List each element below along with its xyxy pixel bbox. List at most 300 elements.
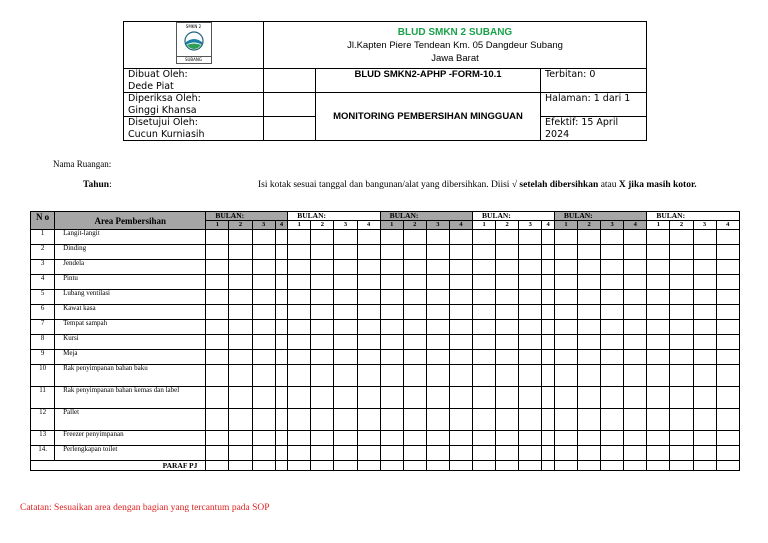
check-cell[interactable] [601, 446, 624, 461]
check-cell[interactable] [519, 335, 542, 350]
check-cell[interactable] [542, 230, 555, 245]
check-cell[interactable] [357, 320, 380, 335]
check-cell[interactable] [647, 275, 670, 290]
check-cell[interactable] [252, 245, 275, 260]
check-cell[interactable] [578, 275, 601, 290]
check-cell[interactable] [403, 409, 426, 431]
check-cell[interactable] [716, 260, 739, 275]
paraf-cell[interactable] [403, 461, 426, 471]
check-cell[interactable] [542, 275, 555, 290]
check-cell[interactable] [601, 320, 624, 335]
check-cell[interactable] [380, 350, 403, 365]
check-cell[interactable] [693, 350, 716, 365]
paraf-cell[interactable] [449, 461, 472, 471]
check-cell[interactable] [670, 230, 693, 245]
check-cell[interactable] [578, 260, 601, 275]
check-cell[interactable] [206, 409, 229, 431]
check-cell[interactable] [716, 290, 739, 305]
check-cell[interactable] [449, 335, 472, 350]
check-cell[interactable] [601, 350, 624, 365]
check-cell[interactable] [426, 290, 449, 305]
check-cell[interactable] [473, 365, 496, 387]
check-cell[interactable] [554, 260, 577, 275]
check-cell[interactable] [229, 409, 252, 431]
check-cell[interactable] [252, 350, 275, 365]
check-cell[interactable] [380, 230, 403, 245]
check-cell[interactable] [647, 335, 670, 350]
check-cell[interactable] [519, 320, 542, 335]
check-cell[interactable] [275, 290, 288, 305]
check-cell[interactable] [403, 446, 426, 461]
check-cell[interactable] [624, 365, 647, 387]
paraf-cell[interactable] [496, 461, 519, 471]
check-cell[interactable] [426, 446, 449, 461]
check-cell[interactable] [229, 431, 252, 446]
check-cell[interactable] [229, 350, 252, 365]
check-cell[interactable] [275, 305, 288, 320]
check-cell[interactable] [716, 350, 739, 365]
check-cell[interactable] [334, 275, 357, 290]
check-cell[interactable] [601, 290, 624, 305]
paraf-cell[interactable] [334, 461, 357, 471]
check-cell[interactable] [519, 446, 542, 461]
check-cell[interactable] [554, 320, 577, 335]
check-cell[interactable] [229, 230, 252, 245]
check-cell[interactable] [578, 365, 601, 387]
check-cell[interactable] [275, 320, 288, 335]
check-cell[interactable] [473, 305, 496, 320]
paraf-cell[interactable] [542, 461, 555, 471]
check-cell[interactable] [275, 387, 288, 409]
check-cell[interactable] [578, 290, 601, 305]
check-cell[interactable] [252, 230, 275, 245]
check-cell[interactable] [288, 230, 311, 245]
check-cell[interactable] [542, 335, 555, 350]
check-cell[interactable] [252, 305, 275, 320]
paraf-cell[interactable] [275, 461, 288, 471]
check-cell[interactable] [601, 387, 624, 409]
check-cell[interactable] [403, 350, 426, 365]
check-cell[interactable] [693, 230, 716, 245]
check-cell[interactable] [624, 275, 647, 290]
check-cell[interactable] [647, 320, 670, 335]
check-cell[interactable] [554, 275, 577, 290]
check-cell[interactable] [206, 320, 229, 335]
check-cell[interactable] [578, 350, 601, 365]
check-cell[interactable] [542, 446, 555, 461]
check-cell[interactable] [449, 446, 472, 461]
check-cell[interactable] [542, 350, 555, 365]
check-cell[interactable] [554, 335, 577, 350]
check-cell[interactable] [449, 260, 472, 275]
check-cell[interactable] [624, 230, 647, 245]
check-cell[interactable] [334, 365, 357, 387]
check-cell[interactable] [206, 335, 229, 350]
check-cell[interactable] [311, 320, 334, 335]
check-cell[interactable] [380, 245, 403, 260]
check-cell[interactable] [403, 260, 426, 275]
check-cell[interactable] [206, 387, 229, 409]
check-cell[interactable] [206, 290, 229, 305]
check-cell[interactable] [311, 275, 334, 290]
check-cell[interactable] [647, 260, 670, 275]
check-cell[interactable] [542, 260, 555, 275]
check-cell[interactable] [380, 320, 403, 335]
check-cell[interactable] [357, 409, 380, 431]
check-cell[interactable] [288, 446, 311, 461]
check-cell[interactable] [670, 320, 693, 335]
paraf-cell[interactable] [311, 461, 334, 471]
check-cell[interactable] [647, 446, 670, 461]
check-cell[interactable] [275, 335, 288, 350]
check-cell[interactable] [693, 245, 716, 260]
check-cell[interactable] [403, 320, 426, 335]
check-cell[interactable] [275, 431, 288, 446]
check-cell[interactable] [519, 305, 542, 320]
check-cell[interactable] [288, 305, 311, 320]
check-cell[interactable] [403, 305, 426, 320]
check-cell[interactable] [496, 365, 519, 387]
check-cell[interactable] [449, 275, 472, 290]
check-cell[interactable] [542, 290, 555, 305]
check-cell[interactable] [624, 320, 647, 335]
check-cell[interactable] [496, 290, 519, 305]
check-cell[interactable] [275, 260, 288, 275]
check-cell[interactable] [670, 350, 693, 365]
check-cell[interactable] [334, 431, 357, 446]
check-cell[interactable] [624, 305, 647, 320]
check-cell[interactable] [578, 387, 601, 409]
check-cell[interactable] [670, 431, 693, 446]
check-cell[interactable] [554, 431, 577, 446]
check-cell[interactable] [554, 446, 577, 461]
check-cell[interactable] [670, 409, 693, 431]
check-cell[interactable] [380, 305, 403, 320]
check-cell[interactable] [554, 245, 577, 260]
check-cell[interactable] [311, 431, 334, 446]
check-cell[interactable] [426, 409, 449, 431]
check-cell[interactable] [716, 275, 739, 290]
paraf-cell[interactable] [601, 461, 624, 471]
check-cell[interactable] [449, 245, 472, 260]
check-cell[interactable] [670, 335, 693, 350]
check-cell[interactable] [496, 305, 519, 320]
check-cell[interactable] [288, 320, 311, 335]
check-cell[interactable] [647, 230, 670, 245]
check-cell[interactable] [275, 409, 288, 431]
check-cell[interactable] [473, 275, 496, 290]
check-cell[interactable] [206, 365, 229, 387]
check-cell[interactable] [624, 409, 647, 431]
check-cell[interactable] [542, 409, 555, 431]
check-cell[interactable] [229, 320, 252, 335]
check-cell[interactable] [311, 260, 334, 275]
check-cell[interactable] [288, 245, 311, 260]
check-cell[interactable] [334, 260, 357, 275]
check-cell[interactable] [229, 335, 252, 350]
check-cell[interactable] [519, 245, 542, 260]
check-cell[interactable] [403, 230, 426, 245]
check-cell[interactable] [496, 245, 519, 260]
check-cell[interactable] [601, 230, 624, 245]
check-cell[interactable] [426, 320, 449, 335]
check-cell[interactable] [380, 409, 403, 431]
check-cell[interactable] [554, 305, 577, 320]
check-cell[interactable] [311, 387, 334, 409]
check-cell[interactable] [496, 409, 519, 431]
check-cell[interactable] [357, 290, 380, 305]
check-cell[interactable] [380, 446, 403, 461]
check-cell[interactable] [426, 365, 449, 387]
paraf-cell[interactable] [716, 461, 739, 471]
check-cell[interactable] [275, 365, 288, 387]
check-cell[interactable] [288, 431, 311, 446]
check-cell[interactable] [496, 387, 519, 409]
check-cell[interactable] [252, 260, 275, 275]
check-cell[interactable] [252, 365, 275, 387]
check-cell[interactable] [252, 320, 275, 335]
check-cell[interactable] [542, 365, 555, 387]
check-cell[interactable] [670, 446, 693, 461]
check-cell[interactable] [334, 320, 357, 335]
check-cell[interactable] [693, 446, 716, 461]
check-cell[interactable] [357, 245, 380, 260]
check-cell[interactable] [578, 305, 601, 320]
check-cell[interactable] [473, 350, 496, 365]
check-cell[interactable] [288, 260, 311, 275]
paraf-cell[interactable] [693, 461, 716, 471]
check-cell[interactable] [601, 365, 624, 387]
check-cell[interactable] [288, 387, 311, 409]
check-cell[interactable] [449, 320, 472, 335]
check-cell[interactable] [357, 230, 380, 245]
check-cell[interactable] [229, 290, 252, 305]
check-cell[interactable] [206, 230, 229, 245]
check-cell[interactable] [670, 305, 693, 320]
check-cell[interactable] [357, 335, 380, 350]
check-cell[interactable] [426, 335, 449, 350]
check-cell[interactable] [426, 260, 449, 275]
check-cell[interactable] [426, 275, 449, 290]
check-cell[interactable] [693, 409, 716, 431]
check-cell[interactable] [229, 305, 252, 320]
check-cell[interactable] [229, 365, 252, 387]
check-cell[interactable] [334, 335, 357, 350]
check-cell[interactable] [334, 245, 357, 260]
check-cell[interactable] [357, 305, 380, 320]
check-cell[interactable] [578, 230, 601, 245]
check-cell[interactable] [496, 260, 519, 275]
paraf-cell[interactable] [624, 461, 647, 471]
check-cell[interactable] [624, 290, 647, 305]
check-cell[interactable] [334, 290, 357, 305]
check-cell[interactable] [380, 335, 403, 350]
check-cell[interactable] [380, 365, 403, 387]
check-cell[interactable] [403, 335, 426, 350]
check-cell[interactable] [449, 350, 472, 365]
check-cell[interactable] [229, 245, 252, 260]
check-cell[interactable] [601, 409, 624, 431]
check-cell[interactable] [647, 305, 670, 320]
check-cell[interactable] [275, 245, 288, 260]
check-cell[interactable] [554, 350, 577, 365]
check-cell[interactable] [670, 290, 693, 305]
check-cell[interactable] [357, 260, 380, 275]
check-cell[interactable] [578, 431, 601, 446]
check-cell[interactable] [311, 446, 334, 461]
check-cell[interactable] [357, 431, 380, 446]
check-cell[interactable] [426, 305, 449, 320]
check-cell[interactable] [716, 365, 739, 387]
check-cell[interactable] [519, 350, 542, 365]
check-cell[interactable] [357, 387, 380, 409]
check-cell[interactable] [449, 387, 472, 409]
check-cell[interactable] [275, 350, 288, 365]
check-cell[interactable] [275, 230, 288, 245]
check-cell[interactable] [473, 446, 496, 461]
check-cell[interactable] [624, 335, 647, 350]
check-cell[interactable] [311, 409, 334, 431]
check-cell[interactable] [473, 320, 496, 335]
check-cell[interactable] [716, 446, 739, 461]
check-cell[interactable] [716, 230, 739, 245]
check-cell[interactable] [542, 431, 555, 446]
check-cell[interactable] [554, 230, 577, 245]
check-cell[interactable] [357, 365, 380, 387]
check-cell[interactable] [275, 446, 288, 461]
check-cell[interactable] [311, 290, 334, 305]
check-cell[interactable] [647, 290, 670, 305]
check-cell[interactable] [578, 446, 601, 461]
paraf-cell[interactable] [206, 461, 229, 471]
check-cell[interactable] [578, 335, 601, 350]
check-cell[interactable] [601, 245, 624, 260]
check-cell[interactable] [693, 275, 716, 290]
check-cell[interactable] [554, 290, 577, 305]
check-cell[interactable] [519, 387, 542, 409]
check-cell[interactable] [206, 275, 229, 290]
check-cell[interactable] [601, 260, 624, 275]
check-cell[interactable] [716, 335, 739, 350]
check-cell[interactable] [311, 305, 334, 320]
check-cell[interactable] [311, 335, 334, 350]
check-cell[interactable] [426, 245, 449, 260]
check-cell[interactable] [693, 305, 716, 320]
paraf-cell[interactable] [426, 461, 449, 471]
check-cell[interactable] [624, 245, 647, 260]
check-cell[interactable] [473, 290, 496, 305]
check-cell[interactable] [357, 350, 380, 365]
paraf-cell[interactable] [519, 461, 542, 471]
check-cell[interactable] [473, 431, 496, 446]
check-cell[interactable] [380, 387, 403, 409]
check-cell[interactable] [670, 365, 693, 387]
check-cell[interactable] [252, 446, 275, 461]
check-cell[interactable] [403, 290, 426, 305]
check-cell[interactable] [449, 365, 472, 387]
check-cell[interactable] [473, 409, 496, 431]
check-cell[interactable] [426, 230, 449, 245]
check-cell[interactable] [554, 409, 577, 431]
check-cell[interactable] [693, 260, 716, 275]
check-cell[interactable] [252, 275, 275, 290]
check-cell[interactable] [288, 365, 311, 387]
check-cell[interactable] [426, 431, 449, 446]
check-cell[interactable] [601, 335, 624, 350]
check-cell[interactable] [670, 245, 693, 260]
check-cell[interactable] [496, 275, 519, 290]
check-cell[interactable] [542, 387, 555, 409]
check-cell[interactable] [288, 409, 311, 431]
check-cell[interactable] [693, 431, 716, 446]
check-cell[interactable] [334, 350, 357, 365]
check-cell[interactable] [693, 365, 716, 387]
check-cell[interactable] [334, 230, 357, 245]
check-cell[interactable] [380, 431, 403, 446]
check-cell[interactable] [496, 446, 519, 461]
check-cell[interactable] [670, 387, 693, 409]
check-cell[interactable] [578, 245, 601, 260]
paraf-cell[interactable] [578, 461, 601, 471]
check-cell[interactable] [206, 245, 229, 260]
check-cell[interactable] [647, 409, 670, 431]
check-cell[interactable] [519, 290, 542, 305]
check-cell[interactable] [647, 365, 670, 387]
check-cell[interactable] [693, 335, 716, 350]
check-cell[interactable] [496, 230, 519, 245]
check-cell[interactable] [647, 350, 670, 365]
check-cell[interactable] [403, 365, 426, 387]
check-cell[interactable] [206, 446, 229, 461]
check-cell[interactable] [578, 320, 601, 335]
paraf-cell[interactable] [473, 461, 496, 471]
check-cell[interactable] [288, 290, 311, 305]
check-cell[interactable] [252, 387, 275, 409]
check-cell[interactable] [554, 387, 577, 409]
check-cell[interactable] [473, 260, 496, 275]
check-cell[interactable] [403, 275, 426, 290]
check-cell[interactable] [670, 260, 693, 275]
check-cell[interactable] [449, 290, 472, 305]
check-cell[interactable] [357, 446, 380, 461]
check-cell[interactable] [624, 350, 647, 365]
check-cell[interactable] [496, 320, 519, 335]
check-cell[interactable] [647, 245, 670, 260]
check-cell[interactable] [334, 446, 357, 461]
check-cell[interactable] [334, 305, 357, 320]
paraf-cell[interactable] [229, 461, 252, 471]
check-cell[interactable] [252, 290, 275, 305]
check-cell[interactable] [229, 275, 252, 290]
check-cell[interactable] [647, 431, 670, 446]
check-cell[interactable] [206, 260, 229, 275]
check-cell[interactable] [519, 275, 542, 290]
check-cell[interactable] [716, 387, 739, 409]
check-cell[interactable] [252, 409, 275, 431]
check-cell[interactable] [624, 387, 647, 409]
check-cell[interactable] [496, 431, 519, 446]
check-cell[interactable] [624, 446, 647, 461]
check-cell[interactable] [334, 409, 357, 431]
paraf-cell[interactable] [357, 461, 380, 471]
check-cell[interactable] [357, 275, 380, 290]
paraf-cell[interactable] [252, 461, 275, 471]
paraf-cell[interactable] [647, 461, 670, 471]
check-cell[interactable] [716, 320, 739, 335]
check-cell[interactable] [252, 335, 275, 350]
check-cell[interactable] [229, 446, 252, 461]
check-cell[interactable] [519, 260, 542, 275]
